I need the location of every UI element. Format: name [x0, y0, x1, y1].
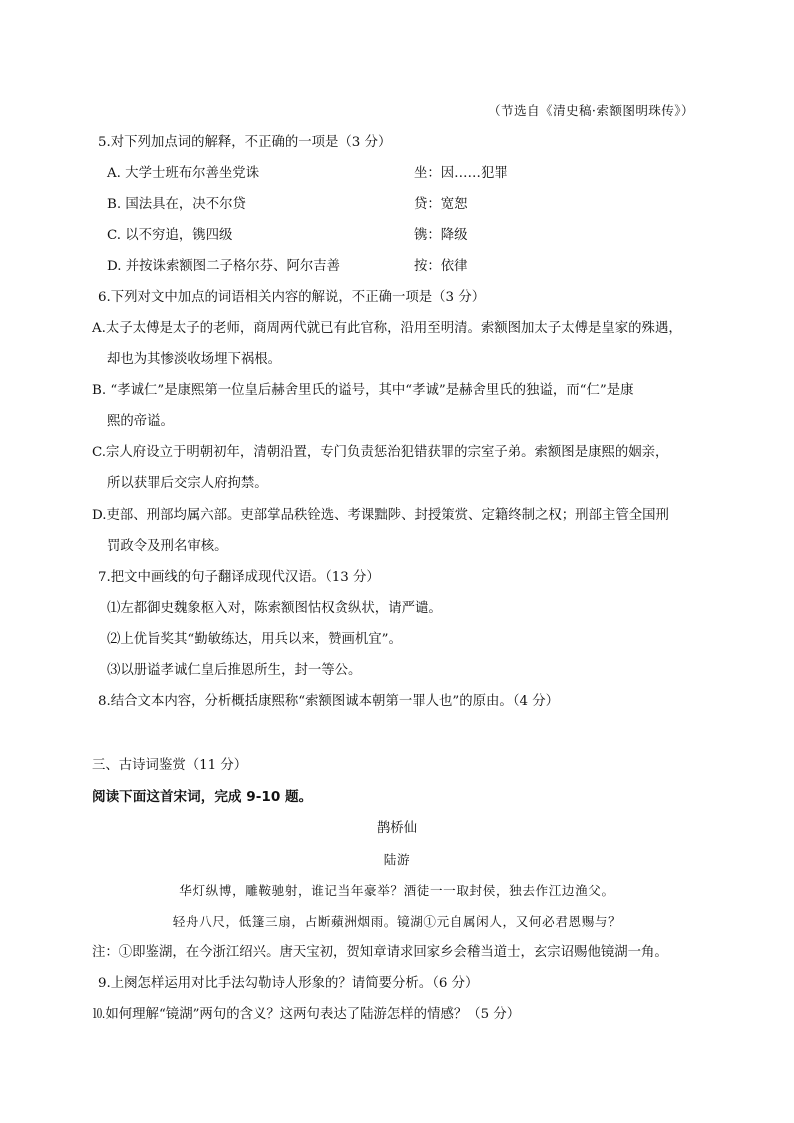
poem-note: 注：①即鉴湖，在今浙江绍兴。唐天宝初，贺知章请求回家乡会稽当道士，玄宗诏赐他镜湖一角。	[92, 945, 668, 960]
q6-item-c-line2: 所以获罪后交宗人府拘禁。	[107, 476, 268, 491]
q6-item-a-line2: 却也为其惨淡收场埋下祸根。	[107, 352, 282, 367]
q5-answer-d: 按：依律	[414, 259, 468, 274]
poem-title: 鹊桥仙	[376, 821, 418, 836]
section3-heading: 三、古诗词鉴赏（11 分）	[92, 758, 248, 773]
q6-stem: 6.下列对文中加点的词语相关内容的解说，不正确一项是（3 分）	[98, 290, 486, 305]
poem-line-2: 轻舟八尺，低篷三扇，占断蘋洲烟雨。镜湖①元自属闲人，又何必君恩赐与？	[172, 914, 622, 929]
q6-item-c-line1: C.宗人府设立于明朝初年，清朝沿置，专门负责惩治犯错获罪的宗室子弟。索额图是康熙的姻亲，	[92, 445, 669, 460]
q6-item-a-line1: A.太子太傅是太子的老师，商周两代就已有此官称，沿用至明清。索额图加太子太傅是皇家的殊遇，	[92, 321, 682, 336]
q5-option-c: C. 以不穷追，镌四级	[107, 228, 233, 243]
q7-stem: 7.把文中画线的句子翻译成现代汉语。（13 分）	[98, 570, 380, 585]
q6-item-b-line1: B. “孝诚仁”是康熙第一位皇后赫舍里氏的谥号，其中“孝诚”是赫舍里氏的独谥，而“仁”是康	[92, 383, 634, 398]
q7-item-3: ⑶以册谥孝诚仁皇后推恩所生，封一等公。	[107, 663, 362, 678]
source-note: （节选自《清史稿·索额图明珠传》）	[487, 103, 694, 118]
section3-instruction: 阅读下面这首宋词，完成 9-10 题。	[92, 789, 313, 805]
q5-answer-a: 坐：因……犯罪	[414, 166, 508, 181]
q5-option-b: B. 国法具在，决不尔贷	[107, 197, 246, 212]
q5-option-d: D. 并按诛索额图二子格尔芬、阿尔吉善	[107, 259, 341, 274]
q5-answer-c: 镌：降级	[414, 228, 468, 243]
poem-line-1: 华灯纵博，雕鞍驰射，谁记当年豪举？酒徒一一取封侯，独去作江边渔父。	[179, 883, 615, 898]
q8-stem: 8.结合文本内容，分析概括康熙称“索额图诚本朝第一罪人也”的原由。（4 分）	[98, 694, 560, 709]
q10-stem: ⒑如何理解“镜湖”两句的含义？这两句表达了陆游怎样的情感？（5 分）	[92, 1007, 521, 1022]
q5-stem: 5.对下列加点词的解释，不正确的一项是（3 分）	[98, 135, 392, 150]
poem-author: 陆游	[383, 852, 411, 867]
q5-answer-b: 贷：宽恕	[414, 197, 468, 212]
q6-item-b-line2: 熙的帝谥。	[107, 414, 174, 429]
q6-item-d-line1: D.吏部、刑部均属六部。吏部掌品秩铨选、考课黜陟、封授策赏、定籍终制之权；刑部主管全国刑	[92, 508, 669, 523]
q5-option-a: A. 大学士班布尔善坐党诛	[107, 166, 260, 181]
q9-stem: 9.上阕怎样运用对比手法勾勒诗人形象的？请简要分析。（6 分）	[98, 976, 479, 991]
q7-item-1: ⑴左都御史魏象枢入对，陈索额图怙权贪纵状，请严谴。	[107, 601, 442, 616]
q7-item-2: ⑵上优旨奖其“勤敏练达，用兵以来，赞画机宜”。	[107, 632, 402, 647]
q6-item-d-line2: 罚政令及刑名审核。	[107, 539, 228, 554]
